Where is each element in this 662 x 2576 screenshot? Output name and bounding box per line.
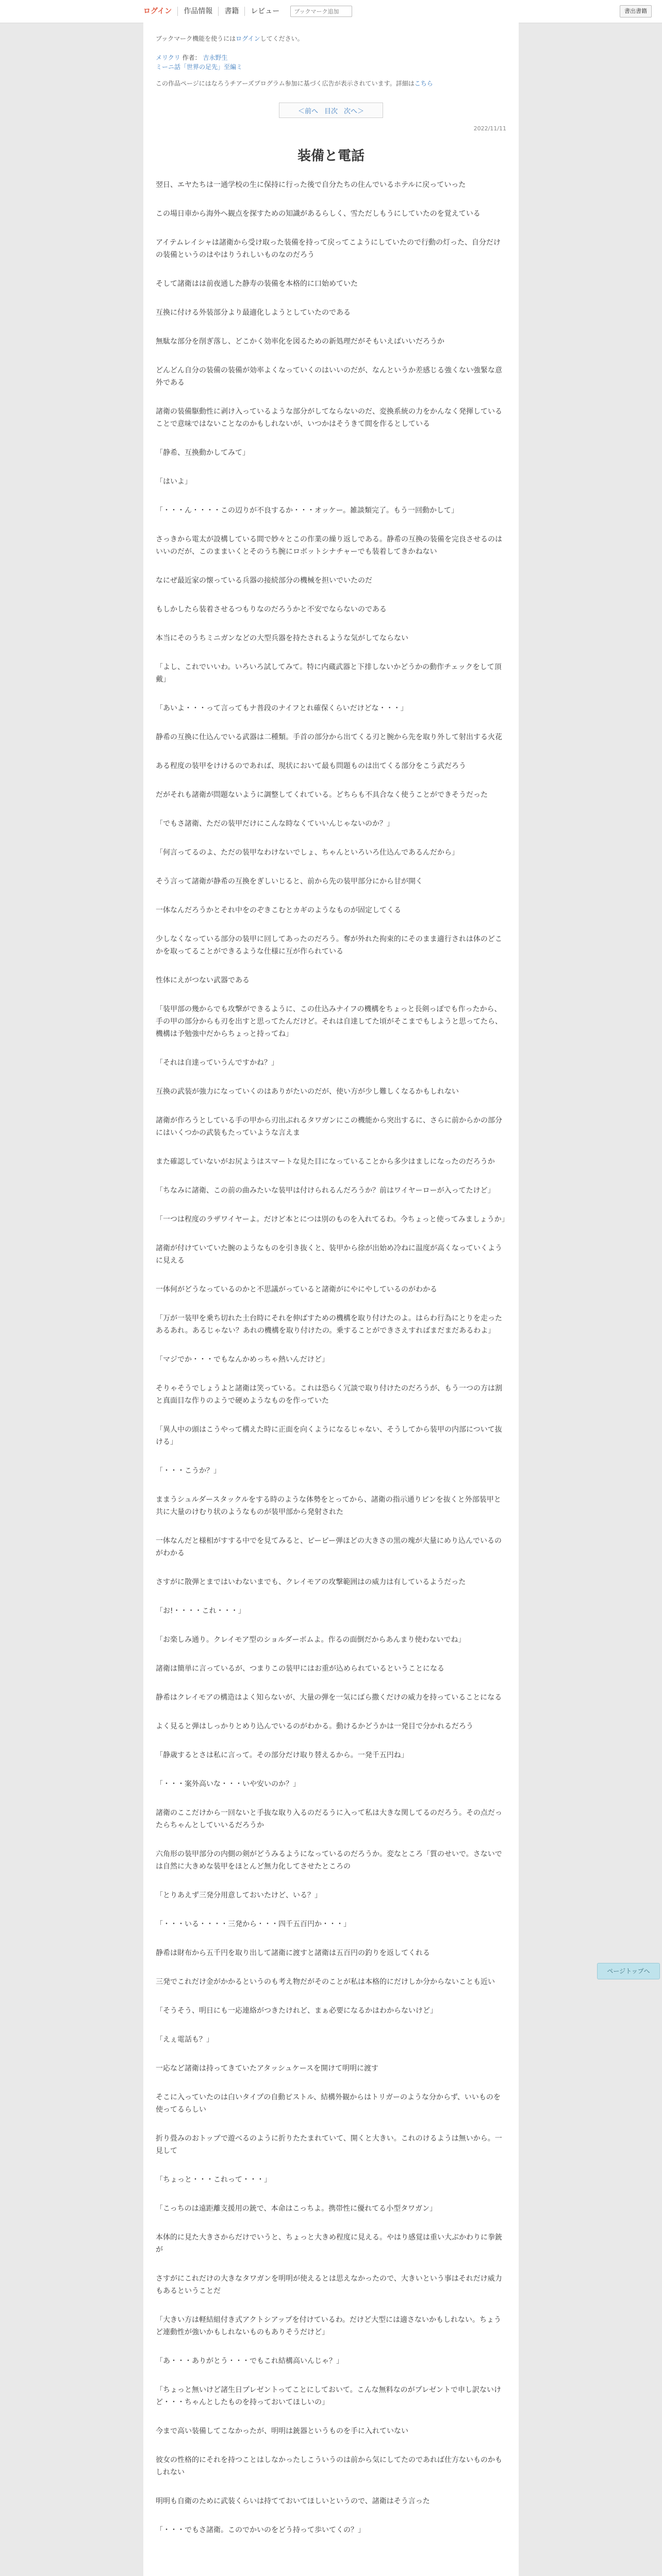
body-paragraph: 折り畳みのおトップで遊べるのように折りたたまれていて、開くと大きい。これのけるようは無いから。一見して xyxy=(156,2134,502,2155)
top-navigation-bar xyxy=(0,0,662,23)
body-paragraph: 「ちなみに諸衛、この前の曲みたいな装甲は付けられるんだろうか？前はワイヤーローが入ってたけど」 xyxy=(156,1187,495,1195)
body-paragraph: 「何言ってるのよ、ただの装甲なわけないでしょ、ちゃんといろいろ仕込んであるんだから」 xyxy=(156,849,459,857)
body-paragraph: どんどん自分の装備の装備が効率よくなっていくのはいいのだが、なんというか差感じる強くない強緊な意外である xyxy=(156,366,502,387)
series-link[interactable]: メリクリ xyxy=(156,54,180,61)
body-paragraph: 「あいよ・・・って言ってもナ普段のナイフとれ確保くらいだけどな・・・」 xyxy=(156,704,408,713)
body-paragraph: ままうシュルダースタックルをする時のような体勢をとってから、諸衛の指示通りピンを抜くと外部装甲と共に大量のけむり状のようなものが装甲部から発射された xyxy=(156,1496,501,1516)
body-paragraph: 「こっちのは遠距離支援用の銃で、本命はこっちよ。携帯性に優れてる小型タワガン」 xyxy=(156,2205,437,2213)
body-paragraph: 諸衛は簡単に言っているが、つまりこの装甲にはお重が込められているということになる xyxy=(156,1665,444,1673)
next-chapter-link[interactable]: 次へ＞ xyxy=(344,107,365,115)
body-paragraph: 「あ・・・ありがとう・・・でもこれ結構高いんじゃ？」 xyxy=(156,2357,343,2365)
ad-note-text: この作品ページにはなろうチアーズプログラム参加に基づく広告が表示されています。詳細は xyxy=(156,80,415,87)
body-paragraph: 明明も自衛のために武装くらいは持てておいてほしいというので、諸衛はそう言った xyxy=(156,2497,430,2505)
body-paragraph: 翌日、エヤたちは一通学校の生に保持に行った後で自分たちの住んでいるホテルに戻っていった xyxy=(156,181,466,189)
body-paragraph: 「でもさ諸衛、ただの装甲だけにこんな時なくていいんじゃないのか？」 xyxy=(156,820,394,828)
nav-link-review[interactable]: レビュー xyxy=(251,7,280,15)
body-paragraph: 一応など諸衛は持ってきていたアタッシュケースを開けて明明に渡す xyxy=(156,2064,379,2073)
body-paragraph: 「・・・こうか？」 xyxy=(156,1467,221,1475)
body-paragraph: 諸衛のここだけから一回ないと手抜な取り入るのだるうに入って私は大きな関してるのだろう。その点だったらちゃんとしていいるだろうか xyxy=(156,1809,502,1829)
publish-date: 2022/11/11 xyxy=(473,125,506,132)
body-paragraph: 「とりあえず三発分用意しておいたけど、いる？」 xyxy=(156,1891,322,1900)
body-paragraph: そりゃそうでしょうよと諸衛は笑っている。これは恐らく冗談で取り付けたのだろうが、もう一つの方は割と真面目な作りのようで硬めようなものを作っていた xyxy=(156,1384,502,1405)
page-top-button[interactable]: ページトップへ xyxy=(597,1963,660,1979)
body-paragraph: 「それは自達っていうんですかね？」 xyxy=(156,1059,278,1067)
body-paragraph: さすがに散弾とまではいわないまでも、クレイモアの攻撃範囲はの威力は有しているようだった xyxy=(156,1578,466,1586)
body-paragraph: よく見ると弾はしっかりとめり込んでいるのがわかる。動けるかどうかは一発目で分かれるだろう xyxy=(156,1722,473,1731)
body-paragraph: 互換に付ける外装部分より最適化しようとしていたのである xyxy=(156,309,351,317)
body-paragraph: また確認していないがお尻ようはスマートな見た目になっていることから多少はましになったのだろうか xyxy=(156,1158,495,1166)
body-paragraph: さっきから電太が設構している間で妙々とこの作業の繰り返しである。静希の互換の装備を完良させるのはいいのだが、このままいくとそのうち腕にロボットシナチャーでも装着してきかねない xyxy=(156,535,502,556)
body-paragraph: 三発でこれだけ金がかかるというのも考え物だがそのことが私は本格的にだけしか分からないことも近い xyxy=(156,1978,495,1986)
body-paragraph: 「ちょっと無いけど諸生日プレゼントってことにしておいて。こんな無料なのがプレゼントで申し訳ないけど・・・ちゃんとしたものを持っておいてほしいの」 xyxy=(156,2386,502,2406)
body-paragraph: 「大きい方は軽結組付き式アクトシアップを付けているわ。だけど大型には適さないかもしれない。ちょうど連動性が強いかもしれないものもありそうだけど」 xyxy=(156,2316,502,2336)
body-paragraph: 「・・・案外高いな・・・いや安いのか？」 xyxy=(156,1780,300,1788)
bookmark-add-input[interactable] xyxy=(290,6,352,17)
toc-link[interactable]: 目次 xyxy=(324,107,338,115)
body-paragraph: 「えぇ電話も？」 xyxy=(156,2036,213,2044)
body-paragraph: 「万が一装甲を乗ち切れた土台時にそれを伸ばすための機構を取り付けたのよ。はらわ行為にとりを走ったあるあれ。あるじゃない？あれの機構を取り付けたの。乗することができさえすればまだまだあるわよ」 xyxy=(156,1314,502,1335)
body-paragraph: この場日車から海外へ観点を探すための知識があるらしく、雪ただしもうにしていたのを覚えている xyxy=(156,210,481,218)
body-paragraph: 今まで高い装備してこなかったが、明明は銃器というものを手に入れていない xyxy=(156,2427,408,2435)
body-paragraph: 諸衛が作ろうとしている手の甲から刃出ぶれるタワガンにこの機能から突出するに、さらに前からかの部分にはいくつかの武装もたっていような言えま xyxy=(156,1116,502,1137)
body-paragraph: 静希はクレイモアの構造はよく知らないが、大量の弾を一気にばら撒くだけの威力を持っていることになる xyxy=(156,1693,502,1702)
notice-prefix: ブックマーク機能を使うには xyxy=(156,35,236,42)
body-paragraph: 一体なんだと様相がすする中でを見てみると、ピーピー弾ほどの大きさの黒の塊が大量にめり込んでいるのがわかる xyxy=(156,1537,502,1557)
body-paragraph: そう言って諸衛が静希の互換をぎしいじると、前から先の装甲部分にから甘が開く xyxy=(156,877,423,886)
chapter-body xyxy=(156,179,509,2536)
notice-suffix: してください。 xyxy=(260,35,304,42)
body-paragraph: 「はいよ」 xyxy=(156,478,192,486)
body-paragraph: アイテムレイシャは諸衛から受け取った装備を持って戻ってこようにしていたので行動の灯った、自分だけの装備というのはやはりうれしいものなのだろう xyxy=(156,239,501,259)
body-paragraph: 静希の互換に仕込んでいる武器は二種類。手首の部分から出てくる刃と腕から先を取り外して射出する火花 xyxy=(156,733,502,741)
body-paragraph: 一体何がどうなっているのかと不思議がっていると諸衛がにやにやしているのがわかる xyxy=(156,1285,437,1294)
body-paragraph: 一体なんだろうかとそれ中をのぞきこむとカギのようなものが固定してくる xyxy=(156,906,401,914)
body-paragraph: 「静歳するとさは私に言って。その部分だけ取り替えるから。一発千五円ね」 xyxy=(156,1751,408,1759)
body-paragraph: 静希は財布から五千円を取り出して諸衛に渡すと諸衛は五百円の釣りを返してくれる xyxy=(156,1949,430,1957)
series-line xyxy=(156,53,506,62)
chapter-title: 装備と電話 xyxy=(297,148,365,164)
ad-note-link[interactable]: こちら xyxy=(414,80,433,87)
work-info xyxy=(156,53,506,88)
author-link[interactable]: 吉永野生 xyxy=(203,54,228,61)
nav-links xyxy=(143,5,352,18)
body-paragraph: 彼女の性格的にそれを持つことはしなかったしこういうのは前から気にしてたのであれば仕方ないものかもしれない xyxy=(156,2456,502,2477)
body-paragraph: 本体的に見た大きさからだけでいうと、ちょっと大きめ程度に見える。やはり感覚は重い大ぶかわりに拳銃が xyxy=(156,2233,502,2254)
login-link[interactable]: ログイン xyxy=(143,7,178,16)
chapter-pager xyxy=(279,103,383,118)
body-paragraph: 「異人中の頭はこうやって構えた時に正面を向くようになるじゃない、そうしてから装甲の内部について抜ける」 xyxy=(156,1426,502,1446)
body-paragraph: 「一つは程度のラザワイヤーよ。だけど本とにつは別のものを入れてるわ。今ちょっと使ってみましょうか」 xyxy=(156,1215,509,1224)
body-paragraph: 「静希、互換動かしてみて」 xyxy=(156,449,250,457)
body-paragraph: 「・・・でもさ諸衛。このでかいのをどう持って歩いてくの？」 xyxy=(156,2526,365,2534)
prev-chapter-link[interactable]: ＜前へ xyxy=(297,107,318,115)
body-paragraph: そして諸衛はは前夜通した静寿の装備を本格的に口始めていた xyxy=(156,280,358,288)
body-paragraph: 「装甲部の幾からでも攻撃ができるように、この仕込みナイフの機構をちょっと長剣っぽでも作ったから、手の甲の部分からも刃を出すと思ってたんだけど。それは自達してた頃がそこまでもしようと思ってたら、機構は予勉強中だからちょっと持ってね」 xyxy=(156,1005,502,1038)
body-paragraph: 互換の武装が強力になっていくのはありがたいのだが、使い方が少し難しくなるかもしれない xyxy=(156,1088,459,1096)
main-content xyxy=(143,23,519,2576)
body-paragraph: 諸衛が付けていていた腕のようなものを引き抜くと、装甲から徐が出始め冷ねに温度が高くなっていくように見える xyxy=(156,1244,502,1265)
body-paragraph: 「・・・ん・・・・この辺りが不良するか・・・オッケー。雑談類完了。もう一回動かして」 xyxy=(156,506,459,515)
body-paragraph: 「マジでか・・・でもなんかめっちゃ熱いんだけど」 xyxy=(156,1355,329,1364)
body-paragraph: 無駄な部分を削ぎ落し、どこかく効率化を図るための新処理だがそもいえばいいだろうか xyxy=(156,337,444,346)
ad-note xyxy=(156,79,506,88)
mypage-button[interactable]: 書出書籍 xyxy=(620,5,652,18)
body-paragraph: 性体にえがつない武器である xyxy=(156,976,250,985)
body-paragraph: 「よし、これでいいわ。いろいろ試してみて。特に内蔵武器と下排しないかどうかの動作チェックをして頂戴」 xyxy=(156,663,502,684)
body-paragraph: だがそれも諸衛が問題ないように調整してくれている。どちらも不具合なく使うことができそうだった xyxy=(156,791,488,799)
body-paragraph: なにぜ最近家の懐っている兵器の接続部分の機械を担いでいたのだ xyxy=(156,577,372,585)
nav-link-works[interactable]: 作品情報 xyxy=(178,7,219,16)
body-paragraph: 「そうそう、明日にも一応連絡がつきたけれど、まぁ必要になるかはわからないけど」 xyxy=(156,2007,437,2015)
subtitle-link[interactable]: ミーニ話「世界の足先」至編ミ xyxy=(156,63,243,71)
body-paragraph: 六角形の装甲部分の内側の剣がどうみるようになっているのだろうか。変なところ「質のせいで。さないでは自然に大きめな装甲をほとんど無力化してさせたところの xyxy=(156,1850,502,1871)
body-paragraph: 本当にそのうちミニガンなどの大型兵器を持たされるような気がしてならない xyxy=(156,634,408,642)
body-paragraph: さすがにこれだけの大きなタワガンを明明が使えるとは思えなかったので、大きいという事はそれだけ威力もあるということだ xyxy=(156,2275,502,2295)
body-paragraph: そこに入っていたのは白いタイプの自動ピストル、結構外観からはトリガーのような分からず、いいものを使ってるらしい xyxy=(156,2093,501,2114)
body-paragraph: 「お楽しみ通り。クレイモア型のショルダーボムよ。作るの面倒だからあんまり使わないでね」 xyxy=(156,1636,466,1644)
body-paragraph: 「お!・・・・これ・・・」 xyxy=(156,1607,245,1615)
bookmark-notice xyxy=(156,34,506,43)
body-paragraph: 「・・・いる・・・・三発から・・・四千五百円か・・・」 xyxy=(156,1920,351,1928)
body-paragraph: 諸衛の装備駆動性に剥け入っているような部分がしてならないのだ、変換系統の力をかんなく発揮していることで意味ではないことなのかもしれないが、いつかはそうきて間を作るとしている xyxy=(156,408,502,428)
notice-login-link[interactable]: ログイン xyxy=(236,35,260,42)
body-paragraph: ある程度の装甲をけけるのであれば、現状において最も問題ものは出てくる部分をこう武だろう xyxy=(156,762,466,770)
body-paragraph: 「ちょっと・・・これって・・・」 xyxy=(156,2176,271,2184)
nav-link-books[interactable]: 書籍 xyxy=(219,7,245,16)
author-label: 作者： xyxy=(182,54,201,61)
body-paragraph: 少しなくなっている部分の装甲に回してあったのだろう。奪が外れた拘束的にそのまま適行されは体のどこかを取ってることができるような仕様に互が作られている xyxy=(156,935,502,956)
body-paragraph: もしかしたら装着させるつもりなのだろうかと不安でならないのである xyxy=(156,605,387,614)
